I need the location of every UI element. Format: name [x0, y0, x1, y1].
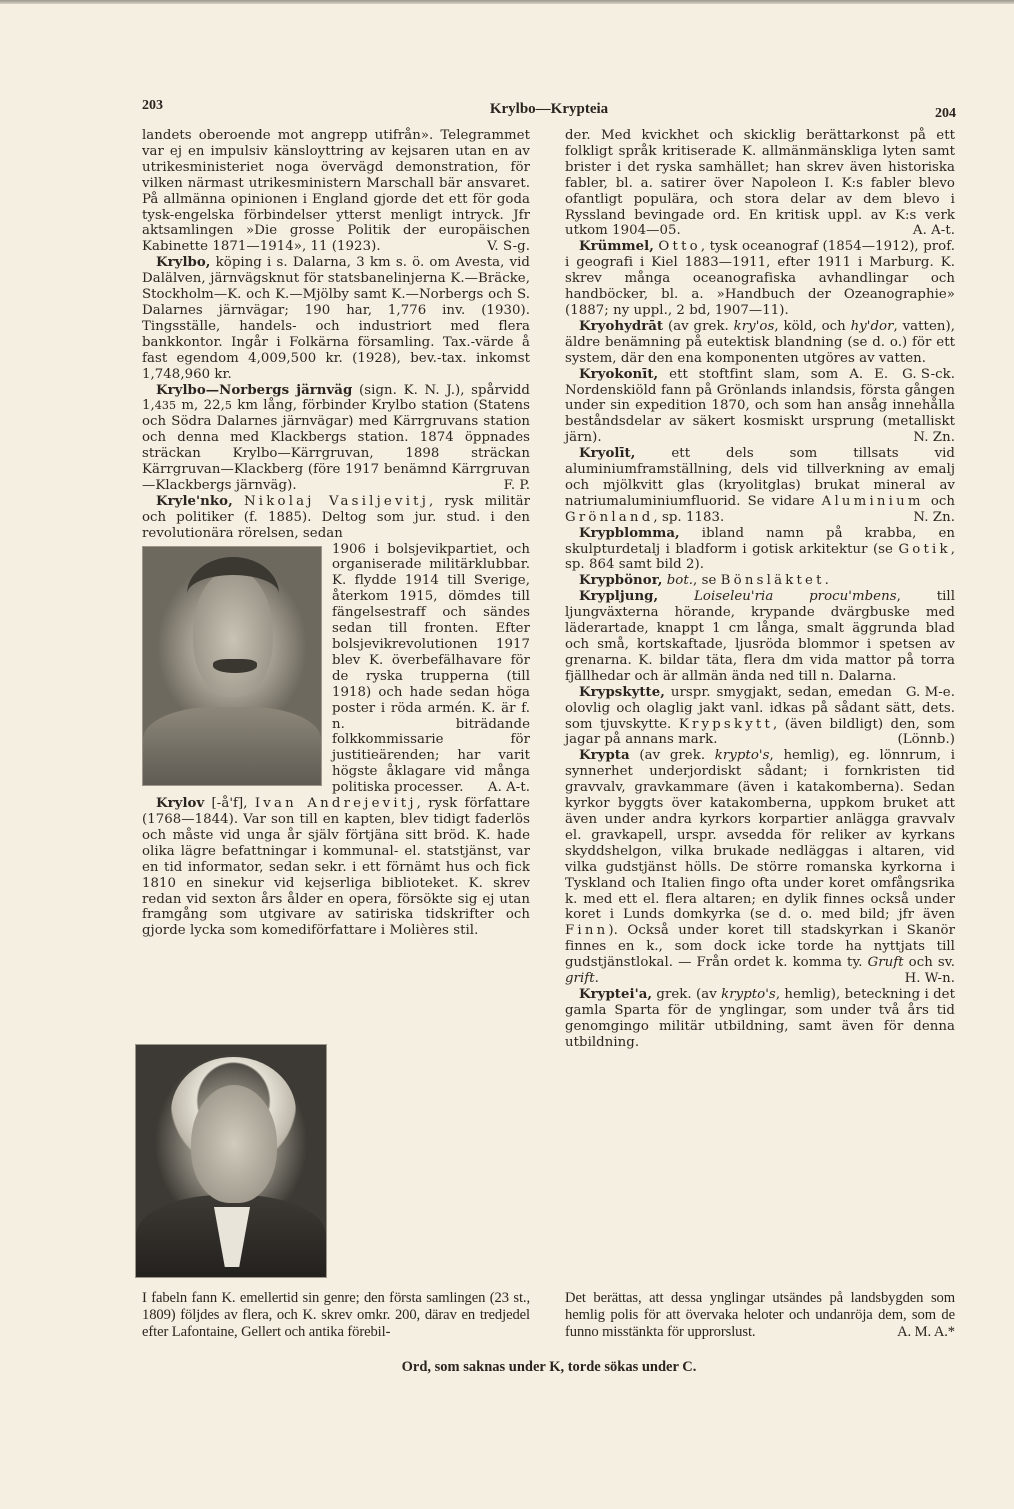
author-signature: A. M. A.*	[897, 1323, 955, 1340]
headword: Krypta	[579, 748, 630, 764]
cross-reference[interactable]: Grönland	[565, 509, 654, 525]
headword: Krylbo,	[156, 255, 211, 271]
headword: Kryohydrāt	[579, 318, 664, 334]
cross-reference[interactable]: Finn	[565, 923, 609, 939]
portrait-krylov-image	[135, 1044, 327, 1278]
entry-krylov-continued: I fabeln fann K. emellertid sin genre; den första samlingen (23 st., 1809) följdes av flera, och K. skrev omkr. 200, därav en tredjedel efter Lafontaine, Gellert och antika förebil-	[142, 1290, 530, 1340]
author-signature: (Lönnb.)	[897, 732, 955, 748]
column-right-bottom	[565, 1290, 955, 1340]
entry-krylbo: Krylbo, köping i s. Dalarna, 3 km s. ö. om Avesta, vid Dalälven, järnvägsknut för statsbanelinjerna K.—Bräcke, Stockholm—K. och K.—Mjölby samt K.—Norbergs och S. Dalarnes järnvägar; 190 har, 1,776 inv. (1930). Tingsställe, handels- och industriort med flera bankkontor. Ingår i Folkärna församling. Tax.-värde å fast egendom 4,009,500 kr. (1928), bev.-tax. inkomst 1,748,960 kr.	[142, 255, 530, 382]
running-head: Krylbo—Krypteia	[489, 101, 609, 117]
author-signature: F. P.	[503, 477, 530, 493]
portrait-krylenko-image	[142, 546, 322, 786]
headword: Kryolīt,	[579, 446, 636, 462]
scan-top-edge	[0, 0, 1014, 4]
cross-reference[interactable]: Gotik	[898, 541, 951, 557]
entry-krypteia: Kryptei'a, grek. (av krypto's, hemlig), beteckning i det gamla Sparta för de ynglingar, som under två års tid genomgingo militär utbildning, samt även för denna utbildning.	[565, 986, 955, 1050]
column-left	[142, 128, 530, 939]
author-signature: G. M-e.	[905, 684, 955, 700]
entry-krylenko: Kryle'nko, Nikolaj Vasiljevitj, rysk militär och politiker (f. 1885). Deltog som jur. stud. i den revolutionära rörelsen, sedan	[142, 493, 530, 541]
entry-krylov: Krylov [-å'f], Ivan Andrejevitj, rysk författare (1768—1844). Var son till en kapten, blev tidigt faderlös och måste vid unga år själv förtjäna sitt bröd. K. hade olika lägre befattningar i kommunal- el. statstjänst, var en tid informator, sedan sekr. i ett förnämt hus och fick 1810 en sinekur vid kejserliga biblioteket. K. skrev redan vid sexton års ålder en opera, försökte sig ej utan framgång som utgivare av satiriska tidskrifter och gjorde lycka som komediförfattare i Molières stil.	[142, 796, 530, 939]
headword: Krylov	[156, 796, 205, 812]
headword: Krypblomma,	[579, 525, 680, 541]
person-name: Ivan Andrejevitj	[254, 796, 417, 812]
headword: Krylbo—Norbergs järnväg	[156, 382, 353, 398]
headword: Kryle'nko,	[156, 493, 233, 509]
entry-krypblomma: Krypblomma, ibland namn på krabba, en skulpturdetalj i bladform i gotisk arkitektur (se Gotik, sp. 864 samt bild 2).	[565, 525, 955, 573]
entry-krypteia-continued: Det berättas, att dessa ynglingar utsändes på landsbygden som hemlig polis för att övervaka heloter och undanröja dem, som de funno misstänkta för upprorslust. A. M. A.*	[565, 1290, 955, 1340]
entry-krypskytte: Krypskytte, urspr. smygjakt, sedan, emedan olovlig och olaglig jakt vanl. idkas på sådant sätt, dets. som tjuvskytte. Krypskytt, (även bildligt) den, som jagar på annans mark. (Lönnb.)	[565, 684, 955, 748]
entry-krummel: Krümmel, Otto, tysk oceanograf (1854—1912), prof. i geografi i Kiel 1883—1911, efter 1911 i Marburg. K. skrev många oceanografiska avhandlingar och handböcker, bl. a. »Handbuch der Ozeanographie» (1887; ny uppl., 2 bd, 1907—11).	[565, 239, 955, 318]
cross-reference[interactable]: Krypskytt	[678, 716, 774, 732]
author-signature: A. A-t.	[487, 780, 530, 796]
page-header	[142, 98, 956, 122]
column-left-bottom	[142, 1290, 530, 1340]
entry-kryolit: Kryolīt, ett dels som tillsats vid aluminiumframställning, dels vid tillverkning av emalj och mjölkvitt glas (kryolitglas) brukat mineral av natriumaluminiumfluorid. Se vidare Aluminium och Grönland, sp. 1183. N. Zn.	[565, 446, 955, 525]
author-signature: N. Zn.	[913, 430, 955, 446]
entry-kryohydrat: Kryohydrāt (av grek. kry'os, köld, och hy'dor, vatten), äldre benämning på eutektisk blandning (se d. o.) för ett system, där den ena komponenten utgöres av vatten. G. S-ck.	[565, 318, 955, 382]
headword: Krümmel,	[579, 239, 654, 255]
person-name: Nikolaj Vasiljevitj	[243, 493, 430, 509]
headword: Kryptei'a,	[579, 986, 653, 1002]
entry-continuation: landets oberoende mot angrepp utifrån». Telegrammet var ej en impulsiv känsloyttring av kejsaren utan en av utrikesministeriet noga övervägd demonstration, för vilken närmast utrikesministern Marschall bär ansvaret. På allmänna opinionen i England gjorde det ett för goda tysk-engelska förbindelser ytterst menligt intryck. Jfr aktsamlingen »Die grosse Politik der europäischen Kabinette 1871—1914», 11 (1923). V. S-g.	[142, 128, 530, 255]
entry-krypbonor: Krypbönor, bot., se Bönsläktet.	[579, 573, 829, 589]
author-signature: H. W-n.	[904, 971, 955, 987]
headword: Krypskytte,	[579, 684, 665, 700]
headword: Kryokonīt,	[579, 366, 659, 382]
headword: Krypbönor,	[579, 573, 663, 589]
author-signature: V. S-g.	[487, 239, 530, 255]
entry-krypljung: Krypljung, Loiseleu'ria procu'mbens, till ljungväxterna hörande, krypande dvärgbuske med läderartade, knappt 1 cm långa, smalt äggrunda blad och små, kortskaftade, ljusröda blommor i spetsen av grenarna. K. bildar täta, flera dm vida mattor på torra fjällhedar och är allmän ända ned till n. Dalarna. G. M-e.	[565, 589, 955, 700]
author-signature: N. Zn.	[913, 509, 955, 525]
person-name: Otto	[658, 239, 701, 255]
cross-reference[interactable]: Bönsläktet	[720, 573, 825, 589]
entry-krypta: Krypta (av grek. krypto's, hemlig), eg. lönnrum, i synnerhet underjordiskt sådant; i fornkristen tid gravvalv, gravkammare (även i katakomberna). Sedan kyrkor byggts över katakomberna, uppkom bruket att även under andra kyrkors korpartier anlägga gravvalv el. gravkapell, urspr. avsedda för reliker av kyrkans skyddshelgon, vilka brukade nedläggas i altaren, vid vilka gudstjänst hölls. De större romanska kyrkorna i Tyskland och Italien fingo ofta under koret omfångsrika k. med ett el. flera altaren; en dylik finnes också under koret i Lunds domkyrka (se d. o. med bild; jfr även Finn). Också under koret till stadskyrkan i Skanör finnes en k., som dock icke torde ha nyttjats till gudstjänstlokal. — Från ordet k. komma ty. Gruft och sv. grift. H. W-n.	[565, 748, 955, 987]
author-signature: A. A-t.	[912, 223, 955, 239]
entry-krylbo-norbergs-jarnvag: Krylbo—Norbergs järnväg (sign. K. N. J.), spårvidd 1,435 m, 22,5 km lång, förbinder Krylbo station (Statens och Södra Dalarnes järnvägar) med Kärrgruvans station och denna med Klackbergs station. 1874 öppnades sträckan Krylbo—Kärrgruvan, 1898 sträckan Kärrgruvan—Klackberg (före 1917 benämnd Kärrgruvan—Klackbergs järnväg). F. P.	[142, 382, 530, 493]
footer-note: Ord, som saknas under K, torde sökas under C.	[401, 1359, 697, 1375]
entry-kryokonit: Kryokonīt, ett stoftfint slam, som A. E. Nordenskiöld fann på Grönlands inlandsis, första gången under sin expedition 1870, och som han ansåg innehålla beståndsdelar av säkert kosmiskt ursprung (metalliskt järn). N. Zn.	[565, 366, 955, 446]
headword: Krypljung,	[579, 589, 659, 605]
author-signature: G. S-ck.	[902, 366, 955, 382]
column-right	[565, 128, 955, 1051]
entry-krylenko-continued: 1906 i bolsjevikpartiet, och organiserade militärklubbar. K. flydde 1914 till Sverige, återkom 1915, dömdes till fängelsestraff och sändes sedan till fronten. Efter bolsjevikrevolutionen 1917 blev K. överbefälhavare för de ryska trupperna (till 1918) och hade sedan höga poster i röda armén. K. är f. n. biträdande folkkommissarie för justitieärenden; har varit högste åklagare vid många politiska processer. A. A-t.	[332, 541, 530, 796]
page-number-right: 204	[935, 106, 956, 121]
page-number-left: 203	[142, 98, 163, 113]
entry-krylov-end: der. Med kvickhet och skicklig berättarkonst på ett folkligt språk kritiserade K. allmänmänskliga lyten samt brister i det ryska samhället; han skrev även historiska fabler, bl. a. satirer över Napoleon I. K:s fabler blevo ofantligt populära, och stora delar av dem blevo i Ryssland bevingade ord. En kritisk uppl. av K:s verk utkom 1904—05. A. A-t.	[565, 128, 955, 239]
cross-reference[interactable]: Aluminium	[821, 493, 924, 509]
